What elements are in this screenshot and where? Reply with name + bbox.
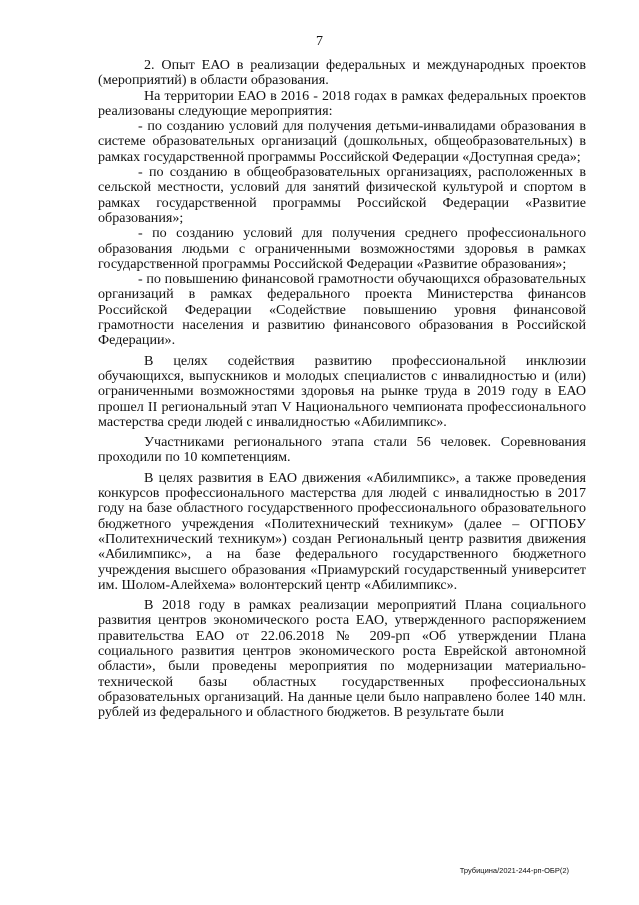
section-heading: 2. Опыт ЕАО в реализации федеральных и международных проектов (мероприятий) в области образования. [98,57,586,89]
paragraph-abilympics-center: В целях развития в ЕАО движения «Абилимпикс», а также проведения конкурсов профессионального мастерства для людей с инвалидностью в 2017 году на базе областного государственного профессионального образовательного бюджетного учреждения «Политехнический техникум» (далее – ОГПОБУ «Политехнический техникум») создан Региональный центр развития движения «Абилимпикс», а на базе федерального государственного бюджетного учреждения высшего образования «Приамурский государственный университет им. Шолом-Алейхема» волонтерский центр «Абилимпикс». [98,469,586,593]
list-item-accessible-environment: - по созданию условий для получения детьми-инвалидами образования в системе образовательных организаций (дошкольных, общеобразовательных) в рамках государственной программы Российской Федерации «Доступная среда»; [98,118,586,165]
list-item-vocational-education: - по созданию условий для получения среднего профессионального образования людьми с ограниченными возможностями здоровья в рамках государственной программы Российской Федерации «Развитие образования»; [98,225,586,272]
page-number: 7 [316,34,323,49]
paragraph-intro: На территории ЕАО в 2016 - 2018 годах в рамках федеральных проектов реализованы следующие мероприятия: [98,87,586,119]
list-item-financial-literacy: - по повышению финансовой грамотности обучающихся образовательных организаций в рамках федерального проекта Министерства финансов Российской Федерации «Содействие повышению уровня финансовой грамотности населения и развитию финансового образования в Российской Федерации». [98,271,586,349]
document-body [98,58,586,720]
paragraph-modernization: В 2018 году в рамках реализации мероприятий Плана социального развития центров экономического роста ЕАО, утвержденного распоряжением правительства ЕАО от 22.06.2018 № 209-рп «Об утверждении Плана социального развития центров экономического роста Еврейской автономной области», были проведены мероприятия по модернизации материально-технической базы областных государственных профессиональных образовательных организаций. На данные цели было направлено более 140 млн. рублей из федерального и областного бюджетов. В результате были [98,597,586,721]
document-footer: Трубицина/2021-244-рп-ОБР(2) [459,866,569,875]
paragraph-abilympics-stage: В целях содействия развитию профессиональной инклюзии обучающихся, выпускников и молодых специалистов с инвалидностью и (или) ограниченными возможностями здоровья на рынке труда в 2019 году в ЕАО прошел II региональный этап V Национального чемпионата профессионального мастерства среди людей с инвалидностью «Абилимпикс». [98,352,586,430]
list-item-rural-sports: - по созданию в общеобразовательных организациях, расположенных в сельской местности, условий для занятий физической культурой и спортом в рамках государственной программы Российской Федерации «Развитие образования»; [98,164,586,226]
paragraph-participants: Участниками регионального этапа стали 56 человек. Соревнования проходили по 10 компетенциям. [98,434,586,466]
